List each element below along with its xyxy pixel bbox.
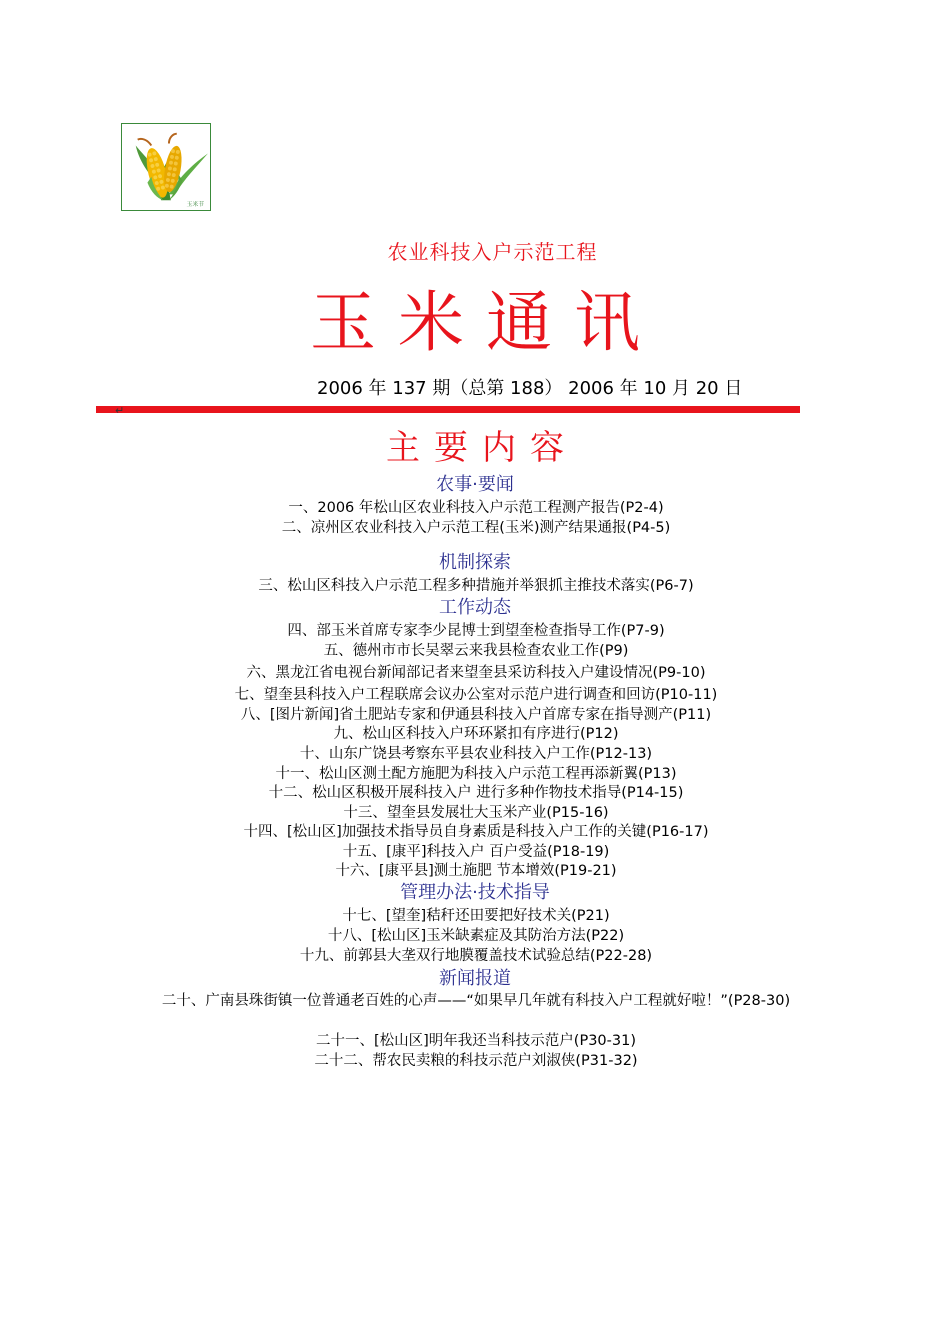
svg-text:玉米节: 玉米节: [186, 202, 205, 209]
section-heading-work-updates: 工作动态: [439, 597, 511, 618]
section-heading-press: 新闻报道: [439, 968, 511, 989]
toc-item[interactable]: 十四、[松山区]加强技术指导员自身素质是科技入户工作的关键(P16-17): [243, 824, 709, 840]
section-heading-management: 管理办法·技术指导: [400, 882, 550, 903]
corn-logo: [121, 123, 211, 211]
toc-item[interactable]: 二十一、[松山区]明年我还当科技示范户(P30-31): [315, 1033, 636, 1049]
toc-item[interactable]: 十八、[松山区]玉米缺素症及其防治方法(P22): [327, 928, 625, 944]
toc-item[interactable]: 三、松山区科技入户示范工程多种措施并举狠抓主推技术落实(P6-7): [258, 578, 694, 594]
toc-item[interactable]: 六、黑龙江省电视台新闻部记者来望奎县采访科技入户建设情况(P9-10): [246, 665, 706, 681]
toc-item[interactable]: 十一、松山区测土配方施肥为科技入户示范工程再添新翼(P13): [275, 766, 677, 782]
contents-title: 主要内容: [386, 428, 578, 468]
toc-item[interactable]: 四、部玉米首席专家李少昆博士到望奎检查指导工作(P7-9): [287, 623, 665, 639]
toc-item[interactable]: 十三、望奎县发展壮大玉米产业(P15-16): [343, 805, 609, 821]
toc-item[interactable]: 五、德州市市长吴翠云来我县检查农业工作(P9): [323, 643, 629, 659]
paragraph-mark-icon: ↵: [115, 404, 125, 417]
toc-item[interactable]: 十五、[康平]科技入户 百户受益(P18-19): [342, 844, 610, 860]
toc-item[interactable]: 七、望奎县科技入户工程联席会议办公室对示范户进行调查和回访(P10-11): [234, 687, 718, 703]
toc-item[interactable]: 十、山东广饶县考察东平县农业科技入户工作(P12-13): [299, 746, 653, 762]
red-divider: [96, 406, 800, 413]
project-title: 农业科技入户示范工程: [387, 240, 598, 264]
toc-item[interactable]: 二、凉州区农业科技入户示范工程(玉米)测产结果通报(P4-5): [281, 520, 671, 536]
toc-item[interactable]: 十二、松山区积极开展科技入户 进行多种作物技术指导(P14-15): [268, 785, 684, 801]
toc-item[interactable]: 十七、[望奎]秸秆还田要把好技术关(P21): [342, 908, 610, 924]
toc-item[interactable]: 九、松山区科技入户环环紧扣有序进行(P12): [333, 726, 619, 742]
toc-item[interactable]: 八、[图片新闻]省土肥站专家和伊通县科技入户首席专家在指导测产(P11): [240, 707, 712, 723]
toc-item[interactable]: 十九、前郭县大垄双行地膜覆盖技术试验总结(P22-28): [299, 948, 653, 964]
section-heading-mechanism: 机制探索: [439, 552, 511, 573]
section-heading-news: 农事·要闻: [436, 474, 514, 495]
masthead-title: 玉米通讯: [310, 284, 662, 361]
toc-item[interactable]: 十六、[康平县]测土施肥 节本增效(P19-21): [335, 863, 617, 879]
toc-item[interactable]: 二十二、帮农民卖粮的科技示范户刘淑侠(P31-32): [314, 1053, 638, 1069]
corn-icon: [122, 124, 210, 210]
issue-line: 2006 年 137 期（总第 188） 2006 年 10 月 20 日: [317, 378, 743, 399]
toc-item[interactable]: 二十、广南县珠街镇一位普通老百姓的心声——“如果早几年就有科技入户工程就好啦！”(P28-30): [161, 993, 791, 1009]
toc-item[interactable]: 一、2006 年松山区农业科技入户示范工程测产报告(P2-4): [288, 500, 664, 516]
